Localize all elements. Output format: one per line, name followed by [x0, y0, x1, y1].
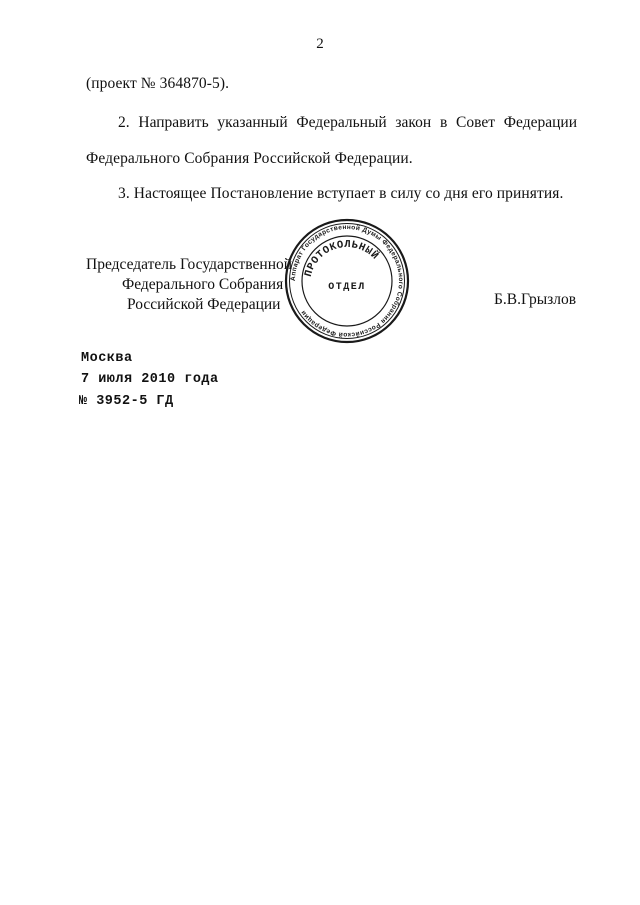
footer-city: Москва: [81, 351, 133, 366]
signature-title-line-3: Российской Федерации: [127, 296, 281, 313]
signature-title-line-2: Федерального Собрания: [122, 276, 284, 293]
signatory-name: Б.В.Грызлов: [494, 291, 577, 308]
official-seal-stamp: [284, 218, 410, 344]
paragraph-3: 3. Настоящее Постановление вступает в силу со дня его принятия.: [118, 185, 564, 202]
seal-inner-text: ПРОТОКОЛЬНЫЙ: [302, 238, 381, 279]
svg-text:ПРОТОКОЛЬНЫЙ: [303, 239, 382, 278]
paragraph-2-line-2: Федерального Собрания Российской Федерации.: [86, 150, 413, 167]
paragraph-2-line-1: 2. Направить указанный Федеральный закон в Совет Федерации: [118, 114, 577, 131]
footer-date: 7 июля 2010 года: [81, 372, 219, 387]
signature-title-line-1: Председатель Государственной: [86, 256, 293, 273]
page-number: 2: [316, 36, 324, 52]
seal-outer-text: Аппарат Государственной Думы Федерального Собрания Российской Федерации: [289, 223, 405, 339]
seal-center-text: ОТДЕЛ: [328, 282, 366, 293]
project-number-line: (проект № 364870-5).: [86, 75, 230, 92]
footer-document-number: № 3952-5 ГД: [79, 394, 174, 409]
